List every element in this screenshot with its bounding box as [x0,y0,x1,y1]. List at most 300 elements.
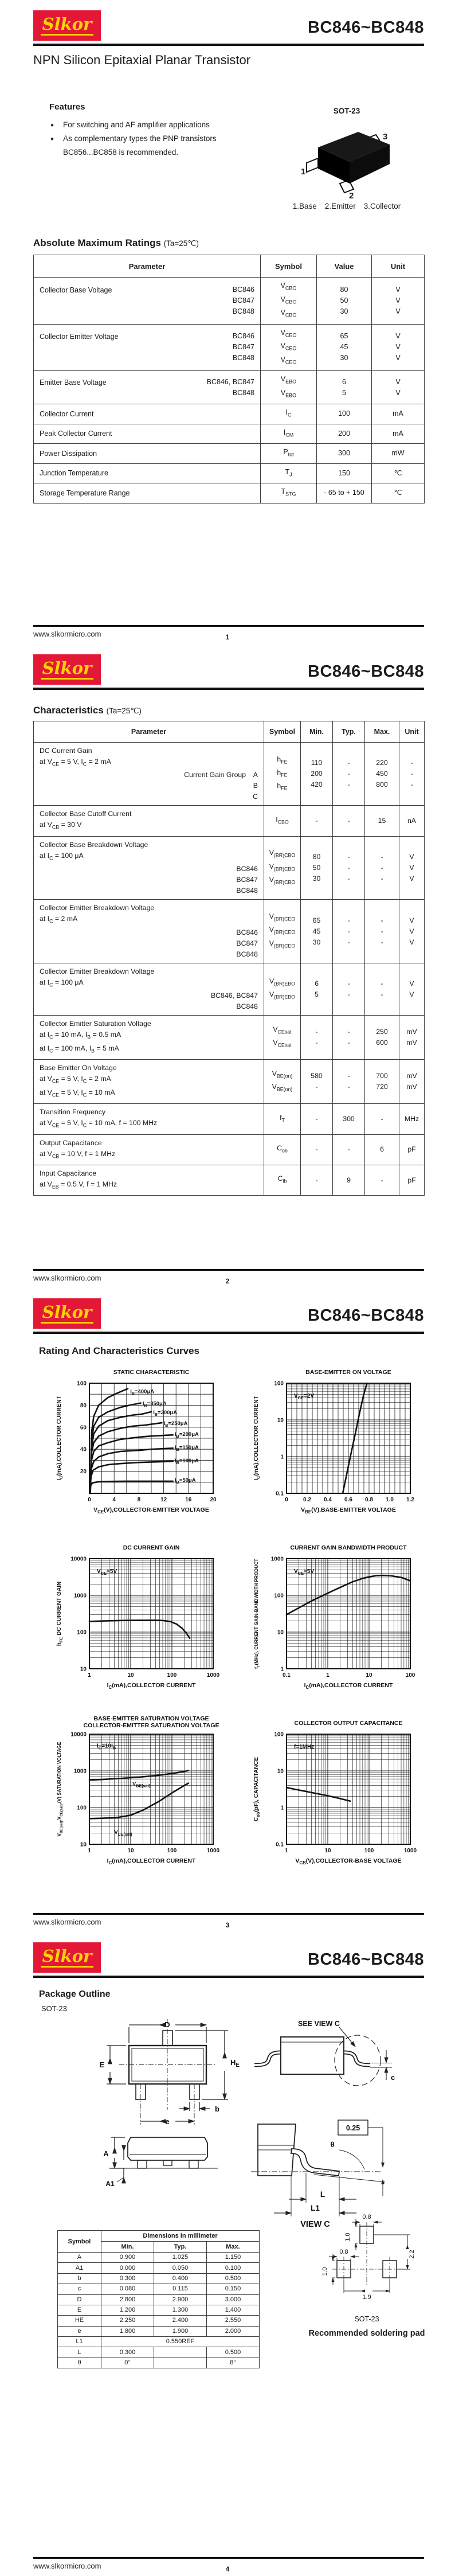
characteristics-heading: Characteristics (Ta=25℃) [33,705,142,716]
slkor-logo [33,1298,101,1329]
pin-3-label: 3.Collector [363,202,401,210]
column-header: Min. [301,721,333,743]
max-cell: 700 720 [365,1060,399,1104]
package-front-view-drawing [74,2018,241,2187]
svg-text:VCB(V),COLLECTOR-BASE VOLTAGE: $V_{CB}(V),COLLECTOR$-BASE VOLTAGE [295,1857,402,1865]
value-cell: - 65 to + 150 [317,483,372,504]
parameter-cell: Junction Temperature [34,463,261,483]
parameter-cell: Collector Emitter Breakdown Voltage at $I_C = 100$ μA BC846, BC847 BC848 [34,963,264,1015]
package-side-profile-drawing [241,2017,407,2097]
svg-text:Cob(pF), CAPACITANCE: $C_{ob}(pF)$, CAPACITANCE [253,1757,261,1822]
svg-text:VCE(sat): $V_{CE(sat)}$ [114,1829,132,1837]
table-row [34,1060,425,1104]
pin-1-label: 1.Base [292,202,317,210]
page-number: 2 [225,1277,230,1285]
value-cell: 2.400 [154,2316,207,2326]
parameter-cell: Output Capacitance at $V_{CB} = 10$ V, f = 1 MHz [34,1134,264,1165]
value-cell: 0° [101,2358,154,2368]
slkor-logo-text: Slkor [41,1948,94,1968]
svg-text:IB=150μA: $I_B=150\mu A$ [175,1445,199,1453]
table-row [34,1165,425,1195]
feature-item: ● For switching and AF amplifier applications [50,120,210,129]
absolute-maximum-ratings-table [33,255,425,504]
pin-caption [282,202,411,210]
svg-text:IB=350μA: $I_B=350\mu A$ [142,1400,167,1408]
table-row [34,963,425,1015]
svg-text:1.2: 1.2 [406,1497,414,1503]
svg-text:VBE(sat),VCE(sat),(V) SATURATI: $V_{BE(sat)},V_{CE(sat)},(V)$ SATURATION VOLTAGE [57,1742,64,1837]
column-header: Min. [101,2242,154,2253]
page-4 [0,1932,455,2576]
table-row [34,1104,425,1134]
table-row [58,2305,260,2315]
svg-text:IC(mA),COLLECTOR CURRENT: $I_C(mA),COLLECTOR$ CURRENT [56,1396,64,1481]
svg-text:100: 100 [364,1848,374,1854]
column-header: Dimensions in millimeter [101,2231,260,2242]
svg-text:1000: 1000 [73,1768,87,1775]
value-cell: 0.900 [101,2253,154,2263]
min-cell: 80 50 30 [301,836,333,899]
typ-cell: - - - [333,836,365,899]
table-row [58,2273,260,2284]
value-cell: 1.200 [101,2305,154,2315]
unit-cell: V V V [399,900,425,963]
unit-cell: pF [399,1165,425,1195]
svg-text:1: 1 [285,1848,288,1854]
slkor-logo-text: Slkor [41,16,94,36]
column-header: Value [317,255,372,278]
symbol-cell: $V_{CEsat}$ $V_{CEsat}$ [264,1016,301,1060]
svg-text:80: 80 [80,1402,87,1409]
dim-c-label: c [391,2073,395,2082]
svg-text:CURRENT GAIN BANDWIDTH PRODUCT: CURRENT GAIN BANDWIDTH PRODUCT [290,1544,407,1551]
dim-D-label: D [164,2020,170,2029]
pad-dim-bottom-height: 1.0 [321,2267,328,2276]
min-cell: - [301,1104,333,1134]
value-cell [154,2347,207,2358]
value-cell [154,2358,207,2368]
svg-text:VCE(V),COLLECTOR-EMITTER VOLTA: $V_{CE}(V),COLLECTOR$-EMITTER VOLTAGE [93,1506,209,1515]
parameter-cell: Storage Temperature Range [34,483,261,504]
svg-text:0.8: 0.8 [365,1497,373,1503]
column-header: Parameter [34,255,261,278]
value-cell: 0.100 [207,2263,260,2273]
svg-text:0.4: 0.4 [324,1497,332,1503]
min-cell: 6 5 [301,963,333,1015]
symbol-cell: L1 [58,2337,101,2347]
part-number: BC846~BC848 [308,1950,424,1969]
slkor-logo-text: Slkor [41,1304,94,1324]
package-outline-heading: Package Outline [39,1989,111,1999]
min-cell: 580 - [301,1060,333,1104]
dim-E-label: E [99,2060,105,2069]
footer-site-url[interactable]: www.slkormicro.com [33,1274,101,1282]
table-row [34,463,425,483]
svg-text:1: 1 [326,1672,330,1679]
value-cell: 0.050 [154,2263,207,2273]
table-header-row [58,2231,260,2242]
pad-dim-bottom-width: 0.8 [339,2249,348,2255]
column-header: Typ. [154,2242,207,2253]
value-cell: 0.000 [101,2263,154,2273]
page-1 [0,0,455,644]
pin-2-number: 2 [349,191,354,199]
dim-HE-label: $H_E$ [230,2058,240,2068]
view-c-caption: VIEW C [300,2220,330,2229]
column-header: Unit [372,255,425,278]
symbol-cell: $P_{tot}$ [261,444,317,464]
max-cell: 15 [365,806,399,836]
table-row [34,424,425,444]
svg-text:IC(mA),COLLECTOR CURRENT: $I_C(mA),COLLECTOR$ CURRENT [107,1682,196,1690]
max-cell: - [365,1104,399,1134]
package-outline-type: SOT-23 [41,2004,67,2013]
symbol-cell: $V_{(BR)CEO}$ $V_{(BR)CEO}$ $V_{(BR)CEO}$ [264,900,301,963]
package-type-label: SOT-23 [333,107,360,115]
symbol-cell: $V_{BE(on)}$ $V_{BE(on)}$ [264,1060,301,1104]
symbol-cell: $C_{ob}$ [264,1134,301,1165]
unit-cell: mV mV [399,1016,425,1060]
symbol-cell: $h_{FE}$ $h_{FE}$ $h_{FE}$ [264,743,301,806]
feature-item: BC856...BC858 is recommended. [63,148,179,157]
svg-text:VCE=5V: $V_{CE}=5V$ [293,1568,315,1576]
page-number: 4 [225,2565,230,2573]
page-title: NPN Silicon Epitaxial Planar Transistor [33,53,251,67]
header-rule [33,1332,424,1334]
table-row [34,806,425,836]
pin-2-label: 2.Emitter [324,202,356,210]
parameter-cell: Peak Collector Current [34,424,261,444]
footer-rule [33,2557,424,2559]
pad-dim-top-height: 1.0 [344,2232,351,2242]
svg-text:IC(mA),COLLECTOR CURRENT: $I_C(mA),COLLECTOR$ CURRENT [107,1857,196,1865]
symbol-cell: $V_{(BR)CBO}$ $V_{(BR)CBO}$ $V_{(BR)CBO}$ [264,836,301,899]
svg-text:VBE(V),BASE-EMITTER VOLTAGE: $V_{BE}(V),BASE$-EMITTER VOLTAGE [301,1506,396,1515]
symbol-cell: D [58,2294,101,2305]
table-row [34,743,425,806]
table-row [34,444,425,464]
unit-cell: V V [372,371,425,404]
svg-text:40: 40 [80,1446,87,1453]
see-view-c-label: SEE VIEW C [298,2020,340,2028]
value-cell: 0.150 [207,2284,260,2294]
svg-text:20: 20 [210,1497,217,1503]
value-cell: 0.550REF [101,2337,260,2347]
svg-text:0.1: 0.1 [283,1672,291,1679]
dimensions-table [57,2230,260,2368]
chart-base-emitter-on-voltage [250,1363,427,1535]
chart-static-characteristic [53,1363,230,1535]
svg-text:0: 0 [88,1497,91,1503]
symbol-cell: $V_{EBO}$ $V_{EBO}$ [261,371,317,404]
value-cell: 300 [317,444,372,464]
svg-text:1000: 1000 [403,1848,417,1854]
svg-text:10: 10 [324,1848,331,1854]
svg-text:12: 12 [160,1497,167,1503]
value-cell: 0.115 [154,2284,207,2294]
symbol-cell: $T_{STG}$ [261,483,317,504]
svg-text:1000: 1000 [73,1593,87,1599]
table-row [34,324,425,371]
parameter-cell: Power Dissipation [34,444,261,464]
svg-text:100: 100 [405,1672,415,1679]
svg-text:1: 1 [88,1672,91,1679]
svg-text:100: 100 [167,1672,177,1679]
typ-cell: - [333,806,365,836]
max-cell: 6 [365,1134,399,1165]
footer-site-url[interactable]: www.slkormicro.com [33,2562,101,2570]
table-row [58,2294,260,2305]
chart-collector-output-capacitance [250,1714,427,1886]
pad-dim-vertical-pitch: 2.2 [409,2250,415,2259]
typ-cell: - - [333,963,365,1015]
svg-text:IC(mA),COLLECTOR CURRENT: $I_C(mA),COLLECTOR$ CURRENT [304,1682,393,1690]
value-cell: 6 5 [317,371,372,404]
footer-rule [33,625,424,627]
value-cell: 2.000 [207,2326,260,2336]
max-cell: - - - [365,900,399,963]
symbol-cell: $I_C$ [261,404,317,424]
slkor-logo [33,1942,101,1973]
max-cell: - [365,1165,399,1195]
svg-text:100: 100 [274,1731,284,1738]
dim-L1-label: L1 [311,2204,320,2212]
parameter-cell: Collector Emitter Breakdown Voltage at $I_C = 2$ mA BC846 BC847 BC848 [34,900,264,963]
footer-site-url[interactable]: www.slkormicro.com [33,630,101,638]
min-cell: 110 200 420 [301,743,333,806]
typ-cell: - - - [333,743,365,806]
features-heading: Features [49,102,85,112]
svg-text:IB=50μA: $I_B=50\mu A$ [175,1477,196,1485]
typ-cell: - - [333,1060,365,1104]
svg-text:1000: 1000 [206,1672,220,1679]
svg-text:BASE-EMITTER SATURATION VOLTAG: BASE-EMITTER SATURATION VOLTAGE [93,1715,209,1722]
unit-cell: MHz [399,1104,425,1134]
svg-text:1: 1 [280,1454,284,1461]
svg-text:100: 100 [77,1629,87,1636]
table-row [34,371,425,404]
min-cell: - [301,1165,333,1195]
symbol-cell: $I_{CBO}$ [264,806,301,836]
column-header: Symbol [58,2231,101,2253]
symbol-cell: HE [58,2316,101,2326]
unit-cell: V V V [372,324,425,371]
table-row [58,2284,260,2294]
table-row [58,2263,260,2273]
svg-text:4: 4 [112,1497,116,1503]
dim-theta-label: θ [330,2140,335,2149]
column-header: Typ. [333,721,365,743]
min-cell: - [301,1134,333,1165]
unit-cell: ℃ [372,483,425,504]
table-row [34,278,425,325]
bullet-icon: ● [50,136,54,142]
value-cell: 0.300 [101,2347,154,2358]
svg-text:100: 100 [77,1380,87,1387]
header-rule [33,688,424,690]
pad-dim-horizontal-pitch: 1.9 [362,2294,371,2301]
table-row [34,1134,425,1165]
svg-text:DC CURRENT GAIN: DC CURRENT GAIN [123,1544,180,1551]
dim-A-label: A [103,2149,109,2158]
svg-text:COLLECTOR-EMITTER SATURATION V: COLLECTOR-EMITTER SATURATION VOLTAGE [83,1722,219,1729]
chart-current-gain-bandwidth-product [250,1538,427,1710]
svg-text:0.6: 0.6 [344,1497,352,1503]
symbol-cell: A [58,2253,101,2263]
svg-text:0: 0 [285,1497,288,1503]
value-cell: 0.500 [207,2273,260,2284]
symbol-cell: $f_T$ [264,1104,301,1134]
min-cell: - - [301,1016,333,1060]
parameter-cell: Emitter Base Voltage BC846, BC847 BC848 [34,371,261,404]
part-number: BC846~BC848 [308,662,424,681]
parameter-cell: DC Current Gain at $V_{CE} = 5$ V, $I_C = 2$ mA Current Gain Group A B C [34,743,264,806]
unit-cell: pF [399,1134,425,1165]
value-cell: 0.400 [154,2273,207,2284]
value-cell: 100 [317,404,372,424]
unit-cell: mA [372,424,425,444]
value-cell: 3.000 [207,2294,260,2305]
table-row [58,2326,260,2336]
max-cell: - - [365,963,399,1015]
svg-text:COLLECTOR OUTPUT CAPACITANCE: COLLECTOR OUTPUT CAPACITANCE [294,1720,403,1727]
max-cell: - - - [365,836,399,899]
parameter-cell: Collector Current [34,404,261,424]
symbol-cell: $C_{ib}$ [264,1165,301,1195]
value-cell: 1.800 [101,2326,154,2336]
pin-1-number: 1 [301,167,306,177]
min-cell: - [301,806,333,836]
svg-text:0.1: 0.1 [276,1490,284,1497]
unit-cell: mA [372,404,425,424]
slkor-logo [33,654,101,685]
pin-3-number: 3 [383,132,388,142]
header-rule [33,1976,424,1978]
characteristics-condition: (Ta=25℃) [106,707,142,715]
value-cell: 2.800 [101,2294,154,2305]
svg-text:10000: 10000 [70,1556,87,1563]
dim-L-label: L [320,2190,325,2199]
value-cell: 2.550 [207,2316,260,2326]
typ-cell: - [333,1134,365,1165]
table-row [34,404,425,424]
symbol-cell: b [58,2273,101,2284]
table-row [34,1016,425,1060]
unit-cell: ℃ [372,463,425,483]
value-cell: 1.400 [207,2305,260,2315]
typ-cell: - - [333,1016,365,1060]
dim-e-label: e [165,2117,170,2126]
svg-text:f=1MHz: f=1MHz [293,1744,315,1751]
parameter-cell: Transition Frequency at $V_{CE} = 5$ V, $I_C = 10$ mA, f = 100 MHz [34,1104,264,1134]
header-rule [33,44,424,46]
svg-text:16: 16 [185,1497,192,1503]
svg-text:10: 10 [277,1768,284,1775]
svg-text:1: 1 [88,1848,91,1854]
part-number: BC846~BC848 [308,1306,424,1325]
svg-text:VBE(sat): $V_{BE(sat)}$ [132,1781,151,1789]
soldering-pad-caption: Recommended soldering pad [308,2329,425,2338]
parameter-cell: Collector Emitter Saturation Voltage at $I_C = 10$ mA, $I_B = 0.5$ mA at $I_C = 100$ mA, $I_B = 5$ mA [34,1016,264,1060]
svg-text:IC=10IB: $I_C=10I_B$ [96,1743,116,1751]
footer-site-url[interactable]: www.slkormicro.com [33,1918,101,1926]
page-3 [0,1288,455,1932]
table-row [58,2337,260,2347]
svg-text:100: 100 [77,1805,87,1812]
svg-text:VCE=5V: $V_{CE}=5V$ [96,1568,117,1576]
table-row [58,2347,260,2358]
amr-condition: (Ta=25℃) [163,239,199,248]
value-cell: 65 45 30 [317,324,372,371]
unit-cell: V V [399,963,425,1015]
svg-text:0.1: 0.1 [276,1841,284,1848]
value-cell: 1.150 [207,2253,260,2263]
svg-text:IB=250μA: $I_B=250\mu A$ [163,1420,188,1428]
parameter-cell: Collector Base Cutoff Current at $V_{CB} = 30$ V [34,806,264,836]
column-header: Symbol [264,721,301,743]
pad-dim-top-width: 0.8 [362,2214,371,2220]
part-number: BC846~BC848 [308,18,424,37]
value-cell: 150 [317,463,372,483]
symbol-cell: e [58,2326,101,2336]
svg-text:60: 60 [80,1424,87,1431]
gauge-plane-label: 0.25 [346,2124,360,2132]
symbol-cell: E [58,2305,101,2315]
svg-text:0.2: 0.2 [303,1497,311,1503]
svg-text:IC(mA),COLLECTOR CURRENT: $I_C(mA),COLLECTOR$ CURRENT [253,1396,261,1481]
value-cell: 8° [207,2358,260,2368]
max-cell: 250 600 [365,1016,399,1060]
value-cell: 200 [317,424,372,444]
svg-text:10: 10 [366,1672,372,1679]
typ-cell: 9 [333,1165,365,1195]
table-row [58,2316,260,2326]
pad-package-name: SOT-23 [354,2315,379,2323]
svg-text:1.0: 1.0 [386,1497,394,1503]
footer-rule [33,1269,424,1271]
dim-b-label: b [215,2105,219,2113]
parameter-cell: Base Emitter On Voltage at $V_{CE} = 5$ V, $I_C = 2$ mA at $V_{CE} = 5$ V, $I_C = 10$ mA [34,1060,264,1104]
value-cell: 0.300 [101,2273,154,2284]
symbol-cell: θ [58,2358,101,2368]
parameter-cell: Collector Base Breakdown Voltage at $I_C = 100$ μA BC846 BC847 BC848 [34,836,264,899]
symbol-cell: $T_J$ [261,463,317,483]
svg-text:10: 10 [277,1629,284,1636]
typ-cell: 300 [333,1104,365,1134]
table-row [34,836,425,899]
svg-text:IB=100μA: $I_B=100\mu A$ [175,1458,199,1466]
table-header-row [34,255,425,278]
unit-cell: mW [372,444,425,464]
dim-A1-label: A1 [105,2180,115,2187]
svg-text:fT(MHz), CURRENT GAIN-BANDWIDT: $f_T(MHz)$, CURRENT GAIN-BANDWIDTH PRODUCT [254,1558,261,1669]
parameter-cell: Collector Emitter Voltage BC846 BC847 BC848 [34,324,261,371]
svg-text:10000: 10000 [70,1731,87,1738]
symbol-cell: $V_{CEO}$ $V_{CEO}$ $V_{CEO}$ [261,324,317,371]
page-2 [0,644,455,1288]
value-cell: 0.500 [207,2347,260,2358]
symbol-cell: c [58,2284,101,2294]
value-cell: 2.250 [101,2316,154,2326]
parameter-cell: Collector Base Voltage BC846 BC847 BC848 [34,278,261,325]
typ-cell: - - - [333,900,365,963]
svg-text:8: 8 [137,1497,141,1503]
svg-text:1: 1 [280,1805,284,1812]
table-header-row [34,721,425,743]
svg-text:hFE DC CURRENT GAIN: $h_{FE}$ DC CURRENT GAIN [56,1581,64,1646]
page-number: 1 [225,633,230,641]
svg-text:100: 100 [274,1593,284,1599]
